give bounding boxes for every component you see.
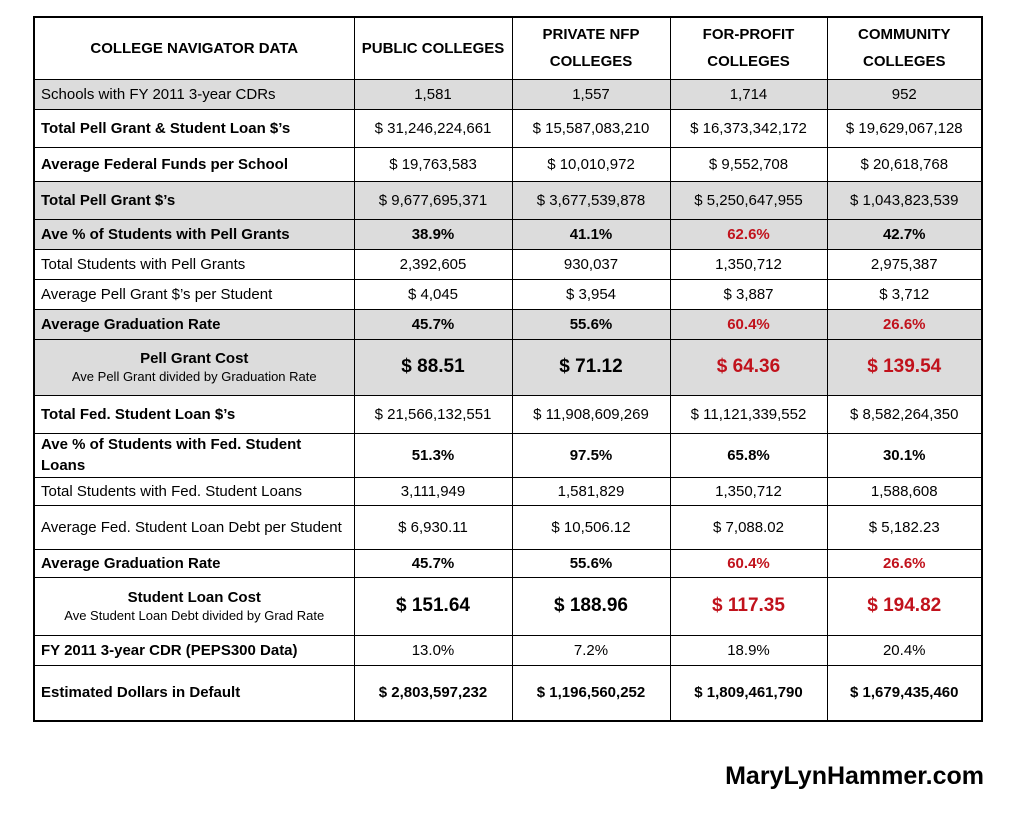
table-row — [34, 147, 982, 181]
cell-public: 3,111,949 — [354, 477, 512, 505]
cell-forprofit: $ 7,088.02 — [670, 505, 827, 549]
table-row — [34, 249, 982, 279]
table-row — [34, 665, 982, 721]
cell-public: 51.3% — [354, 433, 512, 477]
cell-community: $ 19,629,067,128 — [827, 109, 982, 147]
cell-forprofit: 62.6% — [670, 219, 827, 249]
college-navigator-table — [33, 16, 983, 722]
table-row — [34, 505, 982, 549]
loan-cost-sublabel: Ave Student Loan Debt divided by Grad Rate — [64, 608, 325, 623]
cell-public: $ 31,246,224,661 — [354, 109, 512, 147]
header-row — [34, 17, 982, 79]
cell-private: $ 3,954 — [512, 279, 670, 309]
cell-private: $ 15,587,083,210 — [512, 109, 670, 147]
cell-public: $ 2,803,597,232 — [354, 665, 512, 721]
cell-community: $ 5,182.23 — [827, 505, 982, 549]
cell-private: 41.1% — [512, 219, 670, 249]
row-label: Estimated Dollars in Default — [34, 665, 354, 721]
row-label — [34, 339, 354, 395]
table-row — [34, 339, 982, 395]
cell-public: $ 9,677,695,371 — [354, 181, 512, 219]
cell-private: $ 3,677,539,878 — [512, 181, 670, 219]
row-label: Total Pell Grant & Student Loan $’s — [34, 109, 354, 147]
site-watermark[interactable]: MaryLynHammer.com — [725, 762, 984, 790]
table-row — [34, 577, 982, 635]
row-label: Average Graduation Rate — [34, 549, 354, 577]
cell-public: $ 151.64 — [354, 577, 512, 635]
cell-forprofit: 1,350,712 — [670, 249, 827, 279]
table-row — [34, 79, 982, 109]
cell-private: 1,581,829 — [512, 477, 670, 505]
cell-forprofit: $ 3,887 — [670, 279, 827, 309]
cell-forprofit: $ 117.35 — [670, 577, 827, 635]
cell-forprofit: 1,714 — [670, 79, 827, 109]
cell-private: 55.6% — [512, 309, 670, 339]
row-label: Total Students with Fed. Student Loans — [34, 477, 354, 505]
cell-community: 2,975,387 — [827, 249, 982, 279]
table-row — [34, 181, 982, 219]
cell-forprofit: $ 5,250,647,955 — [670, 181, 827, 219]
cell-forprofit: 60.4% — [670, 549, 827, 577]
row-label — [34, 577, 354, 635]
cell-forprofit: $ 64.36 — [670, 339, 827, 395]
cell-community: 952 — [827, 79, 982, 109]
table-title: COLLEGE NAVIGATOR DATA — [34, 17, 354, 79]
cell-private: 97.5% — [512, 433, 670, 477]
col-for-profit: FOR-PROFIT COLLEGES — [670, 17, 827, 79]
cell-community: 30.1% — [827, 433, 982, 477]
table-row — [34, 279, 982, 309]
cell-public: 1,581 — [354, 79, 512, 109]
row-label: Ave % of Students with Fed. Student Loans — [34, 433, 354, 477]
cell-public: $ 4,045 — [354, 279, 512, 309]
cell-community: $ 8,582,264,350 — [827, 395, 982, 433]
cell-community: 26.6% — [827, 309, 982, 339]
cell-public: $ 19,763,583 — [354, 147, 512, 181]
cell-private: $ 10,010,972 — [512, 147, 670, 181]
table-row — [34, 549, 982, 577]
pell-cost-label: Pell Grant Cost — [140, 350, 249, 367]
col-community: COMMUNITY COLLEGES — [827, 17, 982, 79]
row-label: Schools with FY 2011 3-year CDRs — [34, 79, 354, 109]
cell-public: 45.7% — [354, 549, 512, 577]
cell-community: $ 1,043,823,539 — [827, 181, 982, 219]
cell-private: 7.2% — [512, 635, 670, 665]
row-label: Average Fed. Student Loan Debt per Student — [34, 505, 354, 549]
cell-forprofit: $ 1,809,461,790 — [670, 665, 827, 721]
loan-cost-label: Student Loan Cost — [127, 589, 261, 606]
cell-community: 20.4% — [827, 635, 982, 665]
cell-public: 45.7% — [354, 309, 512, 339]
cell-community: 26.6% — [827, 549, 982, 577]
pell-cost-sublabel: Ave Pell Grant divided by Graduation Rate — [71, 369, 317, 384]
row-label: FY 2011 3-year CDR (PEPS300 Data) — [34, 635, 354, 665]
cell-forprofit: 60.4% — [670, 309, 827, 339]
table-row — [34, 109, 982, 147]
row-label: Average Federal Funds per School — [34, 147, 354, 181]
cell-public: $ 21,566,132,551 — [354, 395, 512, 433]
cell-public: 2,392,605 — [354, 249, 512, 279]
cell-community: $ 139.54 — [827, 339, 982, 395]
col-public: PUBLIC COLLEGES — [354, 17, 512, 79]
row-label: Average Pell Grant $’s per Student — [34, 279, 354, 309]
cell-forprofit: $ 16,373,342,172 — [670, 109, 827, 147]
cell-private: $ 11,908,609,269 — [512, 395, 670, 433]
row-label: Average Graduation Rate — [34, 309, 354, 339]
cell-private: $ 71.12 — [512, 339, 670, 395]
col-private-nfp: PRIVATE NFP COLLEGES — [512, 17, 670, 79]
table-row — [34, 477, 982, 505]
cell-forprofit: $ 11,121,339,552 — [670, 395, 827, 433]
row-label: Total Pell Grant $’s — [34, 181, 354, 219]
cell-public: 38.9% — [354, 219, 512, 249]
table-row — [34, 309, 982, 339]
row-label: Total Fed. Student Loan $’s — [34, 395, 354, 433]
cell-community: 42.7% — [827, 219, 982, 249]
row-label: Total Students with Pell Grants — [34, 249, 354, 279]
cell-forprofit: $ 9,552,708 — [670, 147, 827, 181]
cell-private: 1,557 — [512, 79, 670, 109]
cell-private: 930,037 — [512, 249, 670, 279]
cell-public: $ 88.51 — [354, 339, 512, 395]
table-row — [34, 433, 982, 477]
cell-forprofit: 65.8% — [670, 433, 827, 477]
table-row — [34, 635, 982, 665]
cell-community: $ 1,679,435,460 — [827, 665, 982, 721]
cell-community: $ 3,712 — [827, 279, 982, 309]
cell-forprofit: 1,350,712 — [670, 477, 827, 505]
cell-public: 13.0% — [354, 635, 512, 665]
cell-private: $ 1,196,560,252 — [512, 665, 670, 721]
cell-public: $ 6,930.11 — [354, 505, 512, 549]
cell-community: $ 194.82 — [827, 577, 982, 635]
table-row — [34, 395, 982, 433]
row-label: Ave % of Students with Pell Grants — [34, 219, 354, 249]
table-row — [34, 219, 982, 249]
cell-private: $ 188.96 — [512, 577, 670, 635]
cell-forprofit: 18.9% — [670, 635, 827, 665]
cell-private: $ 10,506.12 — [512, 505, 670, 549]
cell-community: 1,588,608 — [827, 477, 982, 505]
cell-private: 55.6% — [512, 549, 670, 577]
cell-community: $ 20,618,768 — [827, 147, 982, 181]
